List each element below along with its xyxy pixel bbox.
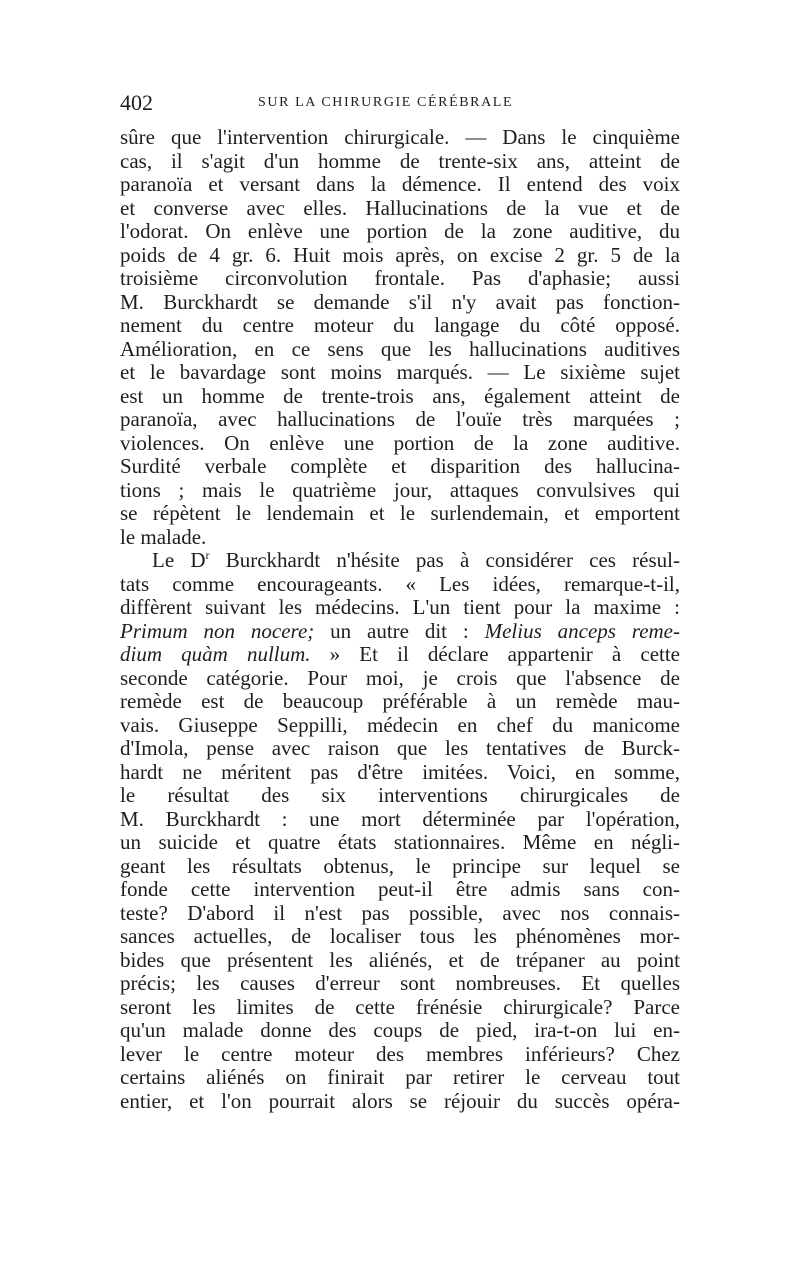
text-line: sances actuelles, de localiser tous les phénomènes mor- xyxy=(120,924,680,948)
text-line: poids de 4 gr. 6. Huit mois après, on excise 2 gr. 5 de la xyxy=(120,242,680,267)
text-line: troisième circonvolution frontale. Pas d'aphasie; aussi xyxy=(120,266,680,290)
text-line: tions ; mais le quatrième jour, attaques convulsives qui xyxy=(120,477,680,502)
text-line: M. Burckhardt se demande s'il n'y avait pas fonction- xyxy=(120,289,680,314)
text-line: geant les résultats obtenus, le principe sur lequel se xyxy=(120,853,680,878)
text-line: l'odorat. On enlève une portion de la zone auditive, du xyxy=(120,219,680,243)
page-header xyxy=(120,91,680,115)
text-line: précis; les causes d'erreur sont nombreuses. Et quelles xyxy=(120,971,680,995)
text-line: un suicide et quatre états stationnaires. Même en négli- xyxy=(120,830,680,854)
text-line: certains aliénés on finirait par retirer le cerveau tout xyxy=(120,1065,680,1089)
text-line: remède est de beaucoup préférable à un remède mau- xyxy=(120,689,680,713)
text-line: est un homme de trente-trois ans, également atteint de xyxy=(120,383,680,408)
body-text xyxy=(120,126,680,1113)
text-line: diffèrent suivant les médecins. L'un tient pour la maxime : xyxy=(120,595,680,619)
text-line: M. Burckhardt : une mort déterminée par l'opération, xyxy=(120,806,680,831)
text-line: qu'un malade donne des coups de pied, ira-t-on lui en- xyxy=(120,1018,680,1042)
text-line: et le bavardage sont moins marqués. — Le sixième sujet xyxy=(120,360,680,384)
running-head: SUR LA CHIRURGIE CÉRÉBRALE xyxy=(258,95,514,110)
text-line: tats comme encourageants. « Les idées, remarque-t-il, xyxy=(120,571,680,596)
text-line: et converse avec elles. Hallucinations de la vue et de xyxy=(120,195,680,220)
text-line: se répètent le lendemain et le surlendemain, et emportent xyxy=(120,501,680,525)
text-line: paranoïa et versant dans la démence. Il entend des voix xyxy=(120,172,680,196)
latin-maxim: dium quàm nullum. xyxy=(120,642,311,666)
text-line: le résultat des six interventions chirurgicales de xyxy=(120,783,680,807)
text-line: cas, il s'agit d'un homme de trente-six ans, atteint de xyxy=(120,148,680,173)
text-line: teste? D'abord il n'est pas possible, avec nos connais- xyxy=(120,900,680,925)
text-line: vais. Giuseppe Seppilli, médecin en chef du manicome xyxy=(120,712,680,737)
paragraph-1 xyxy=(120,126,680,549)
text-line: paranoïa, avec hallucinations de l'ouïe très marquées ; xyxy=(120,407,680,431)
text-line: hardt ne méritent pas d'être imitées. Voici, en somme, xyxy=(120,759,680,784)
text-line: bides que présentent les aliénés, et de trépaner au point xyxy=(120,947,680,972)
text-line: dium quàm nullum. » Et il déclare appartenir à cette xyxy=(120,642,681,666)
text-line: Primum non nocere; un autre dit : Melius anceps reme- xyxy=(120,618,680,643)
text-line: fonde cette intervention peut-il être admis sans con- xyxy=(120,877,680,901)
text-line: seconde catégorie. Pour moi, je crois que l'absence de xyxy=(120,665,680,690)
text-line: seront les limites de cette frénésie chirurgicale? Parce xyxy=(120,994,680,1019)
text-line: sûre que l'intervention chirurgicale. — Dans le cinquième xyxy=(120,125,680,149)
paragraph-2 xyxy=(120,549,680,1113)
text-line: Amélioration, en ce sens que les hallucinations auditives xyxy=(120,336,680,361)
text-line: entier, et l'on pourrait alors se réjouir du succès opéra- xyxy=(120,1088,680,1113)
text-line: Surdité verbale complète et disparition des hallucina- xyxy=(120,454,680,478)
text-line: violences. On enlève une portion de la zone auditive. xyxy=(120,430,680,455)
text-line: nement du centre moteur du langage du côté opposé. xyxy=(120,313,680,337)
latin-maxim: Melius anceps reme- xyxy=(484,618,680,643)
latin-maxim: Primum non nocere; xyxy=(120,618,315,643)
text-line: le malade. xyxy=(120,524,207,549)
text-line: lever le centre moteur des membres inférieurs? Chez xyxy=(120,1041,680,1066)
page-number: 402 xyxy=(120,90,153,115)
text-line: d'Imola, pense avec raison que les tentatives de Burck- xyxy=(120,736,680,760)
text-line: Le $D^r$ Burckhardt n'hésite pas à considérer ces résul- xyxy=(152,548,680,572)
